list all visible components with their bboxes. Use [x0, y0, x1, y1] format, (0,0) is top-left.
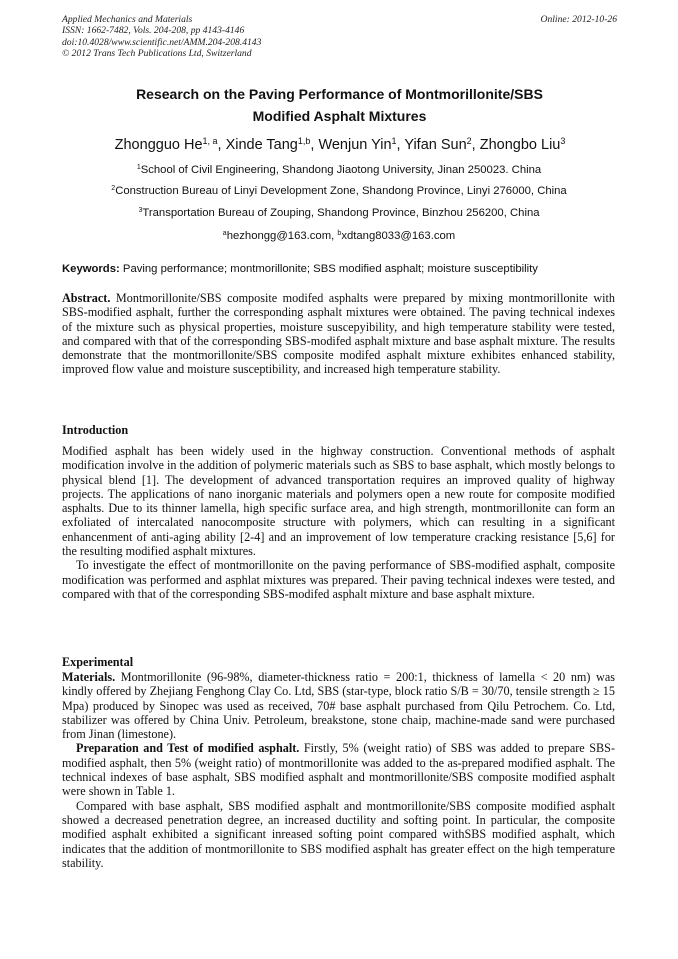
affiliation [30, 163, 648, 177]
author-sup: 1,b [297, 136, 311, 147]
affiliation-text: Transportation Bureau of Zouping, Shandong Province, Binzhou 256200, China [142, 207, 540, 219]
introduction-body [62, 444, 615, 601]
author-sup: 2 [466, 136, 472, 147]
intro-paragraph-1: Modified asphalt has been widely used in the highway construction. Conventional methods of asphalt modification involve in the addition of polymeric materials such as SBS to base asphalt, which mostly belongs to physical blend [1]. The development of advanced transportation requires an improved quality of highway projects. The applications of nano inorganic materials and polymers open a new route for composite modified asphalts. Due to its thinner lamella, high specific surface area, and high strength, montmorillonite can form an exfoliated of intercalated nanocomposite structure with polymers, which can resulting in a significant enhancenment of anti-aging ability [2-4] and an improvement of low temperature cracking resistance [5,6] for the resulting modified asphalt mixtures. [62, 444, 615, 559]
author-sup: 1 [391, 136, 397, 147]
email-line [30, 229, 648, 243]
title-line-2: Modified Asphalt Mixtures [252, 108, 427, 124]
author-sep: , [396, 137, 405, 153]
preparation-label: Preparation and Test of modified asphalt. [76, 741, 300, 756]
affiliation [30, 184, 648, 198]
online-date: Online: 2012-10-26 [540, 14, 617, 25]
keywords-label: Keywords: [62, 263, 120, 275]
author-name: Zhongbo Liu [479, 137, 561, 153]
affiliation [30, 206, 648, 220]
author [480, 137, 566, 153]
author-name: Wenjun Yin [318, 137, 392, 153]
paper-title [62, 83, 617, 127]
author [404, 137, 479, 153]
author-name: Zhongguo He [114, 137, 203, 153]
author-sep: , [310, 137, 319, 153]
affiliation-text: School of Civil Engineering, Shandong Jiaotong University, Jinan 250023. China [140, 164, 542, 176]
introduction-heading: Introduction [62, 423, 129, 437]
experimental-heading: Experimental [62, 655, 134, 669]
email-sup: a [222, 230, 227, 238]
preparation-paragraph [62, 741, 615, 798]
abstract-label: Abstract. [62, 291, 111, 305]
author [226, 137, 319, 153]
affiliation-sup: 3 [138, 207, 143, 215]
issn-line: ISSN: 1662-7482, Vols. 204-208, pp 4143-4146 [62, 25, 245, 37]
affiliation-sup: 1 [136, 164, 141, 172]
author-name: Xinde Tang [225, 137, 298, 153]
author-list [40, 136, 640, 154]
comparison-paragraph: Compared with base asphalt, SBS modified asphalt and montmorillonite/SBS composite modified asphalt showed a decreased penetration degree, an increased ductility and softing point. In particular, the composite modified asphalt exhibited a significant inreased softing point compared withSBS modified asphalt, which indicates that the addition of montmorillonite to SBS modified asphalt has greater effect on the high temperature stability. [62, 798, 615, 870]
title-line-1: Research on the Paving Performance of Montmorillonite/SBS [136, 86, 543, 102]
email-address: xdtang8033@163.com [341, 230, 456, 242]
preparation-text: Firstly, 5% (weight ratio) of SBS was added to prepare SBS-modified asphalt, then 5% (weight ratio) of montmorillonite was added to the as-prepared modified asphalt. The technical indexes of base asphalt, SBS modified asphalt and montmorillonite/SBS composite modified asphalt were shown in Table 1. [62, 741, 616, 799]
experimental-body [62, 670, 615, 870]
intro-paragraph-2: To investigate the effect of montmorillonite on the paving performance of SBS-modified asphalt, composite modification was performed and asphlat mixtures was prepared. Their paving technical indexes were tested, and compared with that of the corresponding SBS-modifed asphalt mixture and base asphalt mixture. [62, 558, 615, 601]
copyright-line: © 2012 Trans Tech Publications Ltd, Switzerland [62, 48, 252, 60]
affiliation-sup: 2 [111, 185, 116, 193]
doi-line: doi:10.4028/www.scientific.net/AMM.204-208.4143 [62, 36, 262, 48]
author [115, 137, 226, 153]
author-sup: 1, a [202, 136, 218, 147]
journal-header [62, 14, 617, 60]
email-address: hezhongg@163.com [226, 230, 332, 242]
abstract-text: Montmorillonite/SBS composite modifed asphalts were prepared by mixing montmorillonite with SBS-modified asphalt, further the corresponding asphalt mixtures were obtained. The paving technical indexes of the mixture such as physical properties, moisture suscepyibility, and high temperature stability were tested, and compared with that of the corresponding SBS-modifed asphalt mixture and base asphalt mixture. The results demonstrate that the montmorillonite/SBS composite modifed asphalt mixture exhibites enhanced stability, improved flow value and moisture susceptibility, and increased high temperature stability. [62, 291, 615, 377]
materials-paragraph [62, 670, 615, 741]
journal-name: Applied Mechanics and Materials [62, 14, 193, 25]
author-name: Yifan Sun [404, 137, 467, 153]
email-sep: , [331, 230, 338, 242]
abstract [62, 291, 615, 377]
author-sep: , [471, 137, 480, 153]
keywords-text: Paving performance; montmorillonite; SBS modified asphalt; moisture susceptibility [122, 263, 538, 275]
author-sup: 3 [560, 136, 566, 147]
author [318, 137, 404, 153]
keywords [62, 262, 622, 276]
materials-label: Materials. [62, 670, 116, 684]
email-sup: b [337, 230, 342, 238]
affiliation-text: Construction Bureau of Linyi Development Zone, Shandong Province, Linyi 276000, China [115, 185, 567, 197]
materials-text: Montmorillonite (96-98%, diameter-thickness ratio = 200:1, thickness of lamella < 20 nm) was kindly offered by Zhejiang Fenghong Clay Co. Ltd, SBS (star-type, block ratio S/B = 30/70, tensile strength ≥ 15 Mpa) produced by Sinopec was used as received, 70# base asphalt purchased from Qilu Petrochem. Co. Ltd, stabilizer was offered by China Univ. Petroleum, breakstone, stone chaip, machine-made sand were purchased from Jinan (limestone). [62, 670, 616, 742]
author-sep: , [217, 137, 226, 153]
